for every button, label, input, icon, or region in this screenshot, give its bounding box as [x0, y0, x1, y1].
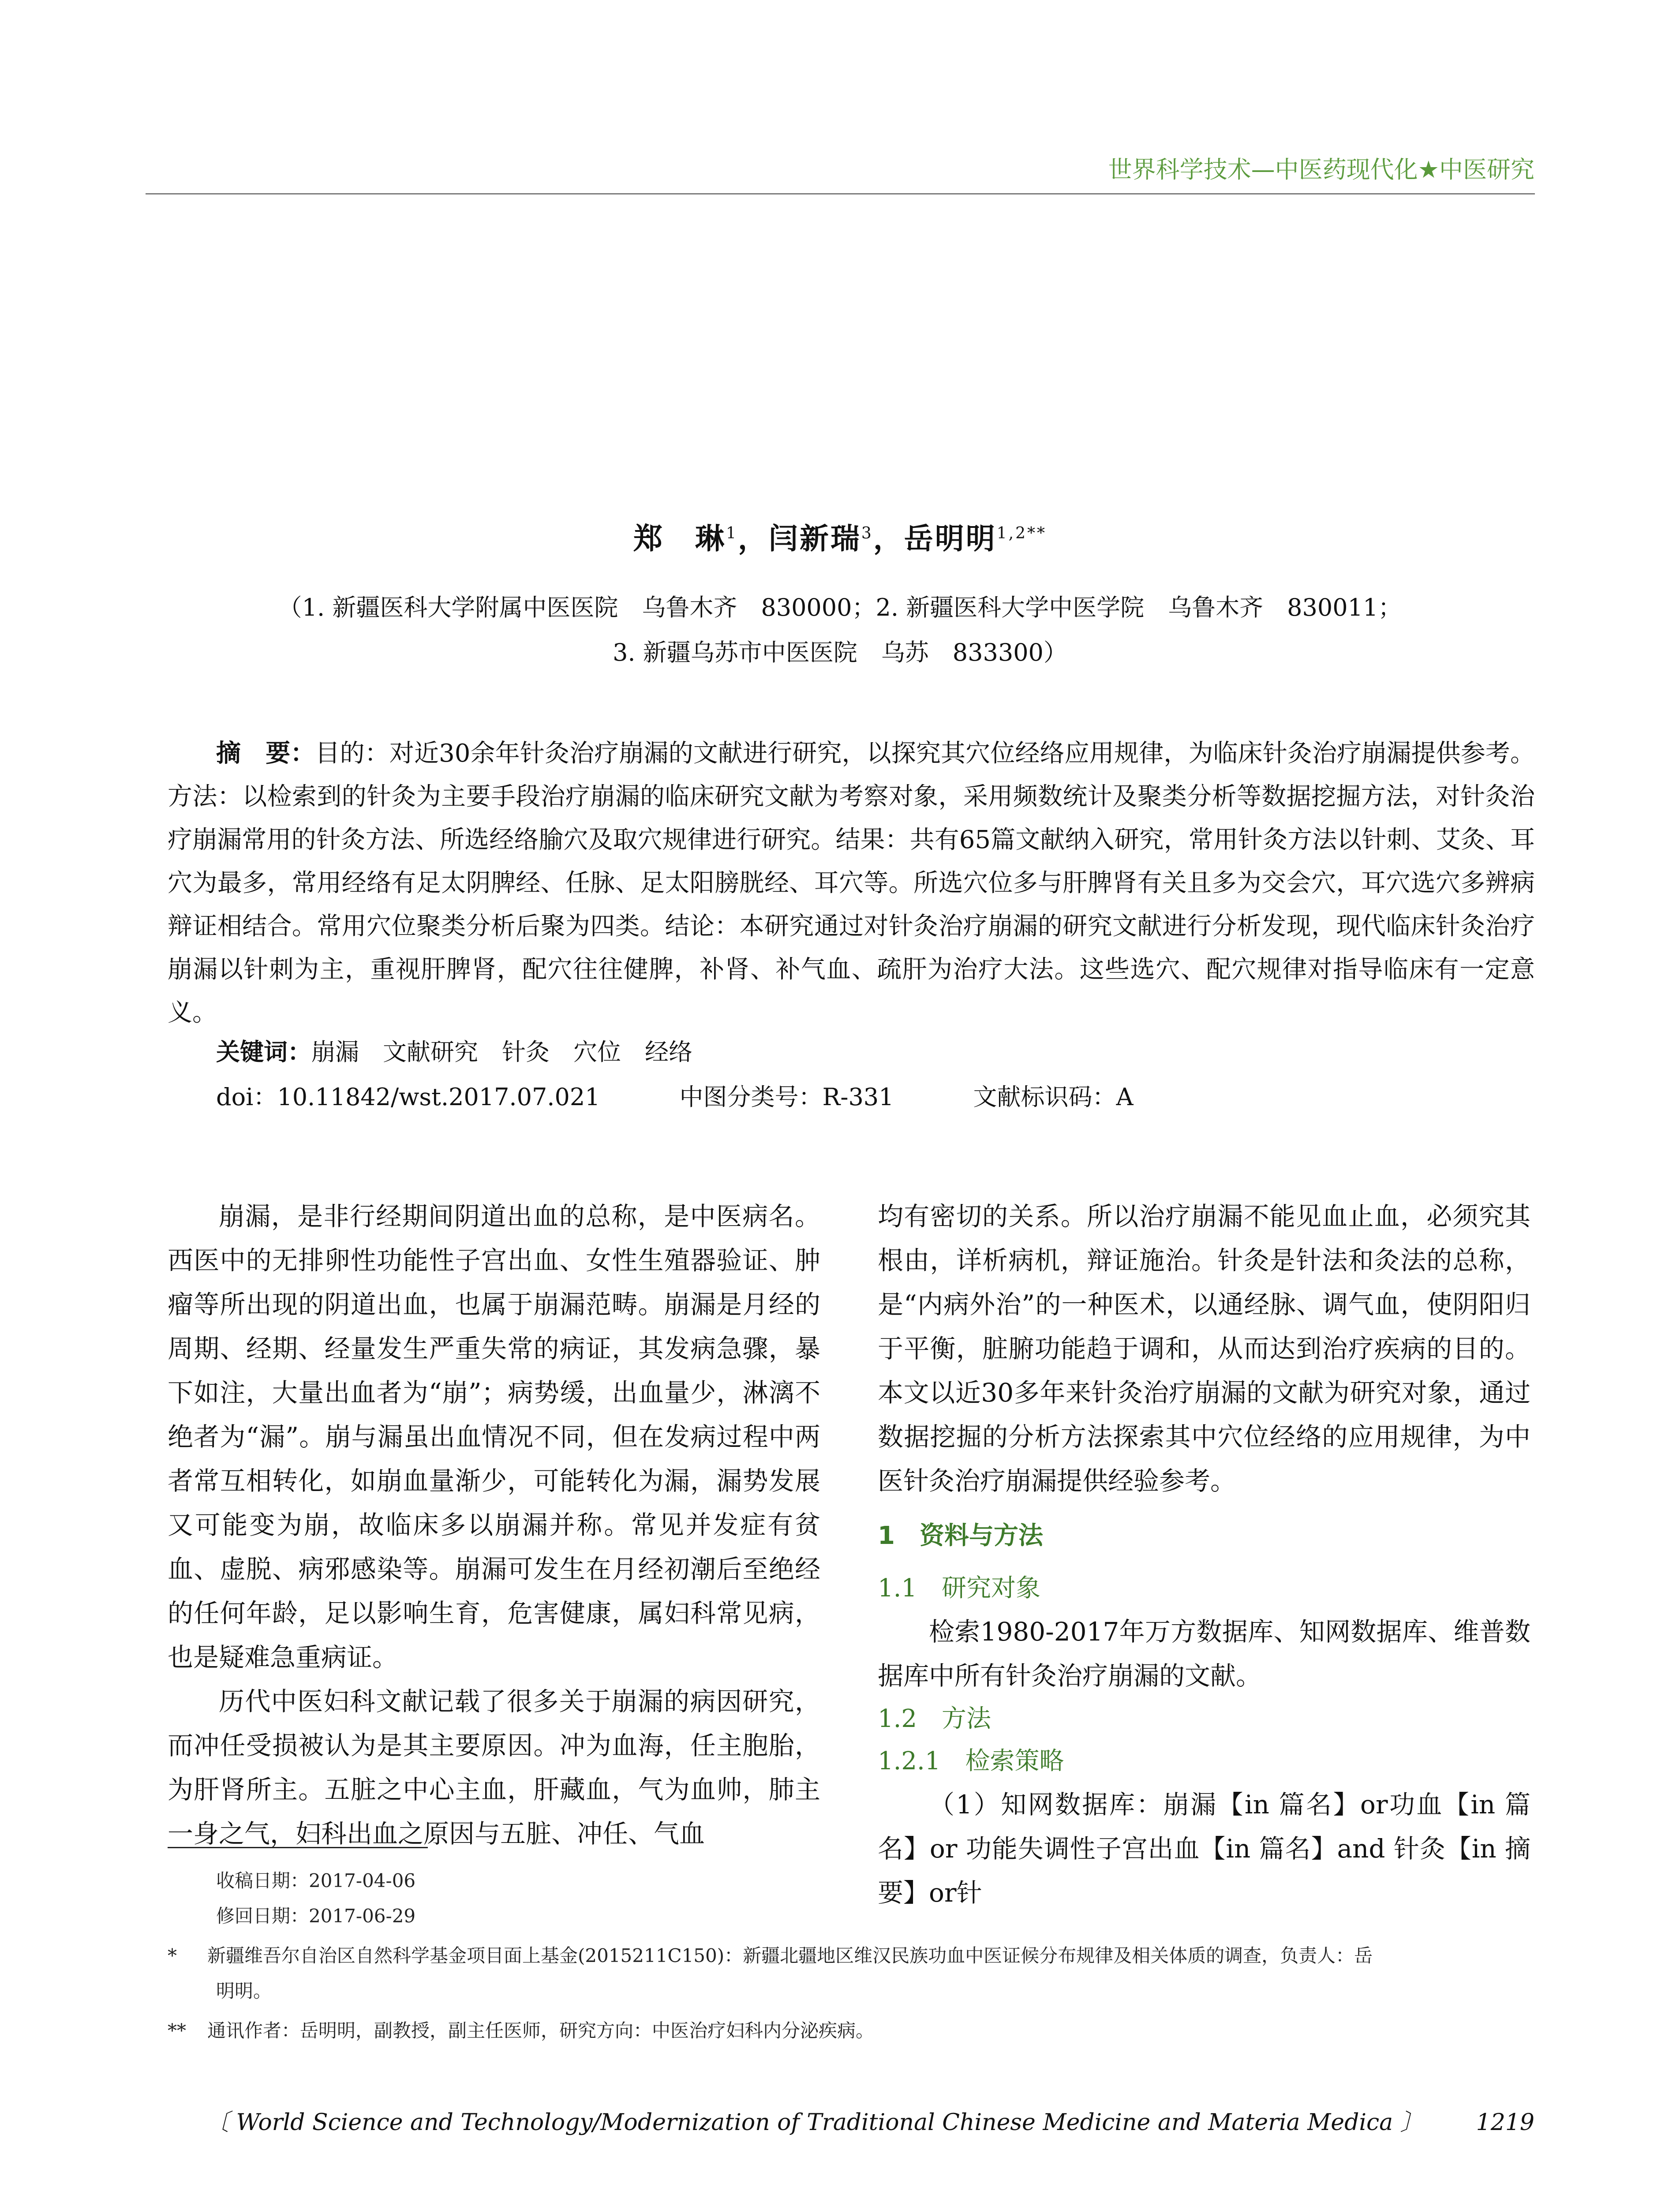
journal-footer — [206, 2104, 1534, 2137]
subsection-heading: 1.2 方法 — [878, 1704, 992, 1733]
author-separator: ， — [737, 521, 769, 556]
clc-number: 中图分类号：R-331 — [679, 1083, 894, 1111]
paragraph: 崩漏，是非行经期间阴道出血的总称，是中医病名。西医中的无排卵性功能性子宫出血、女性生殖器验证、肿瘤等所出现的阴道出血，也属于崩漏范畴。崩漏是月经的周期、经期、经量发生严重失常的病证，其发病急骤，暴下如注，大量出血者为“崩”；病势缓，出血量少，淋漓不绝者为“漏”。崩与漏虽出血情况不同，但在发病过程中两者常互相转化，如崩血量渐少，可能转化为漏，漏势发展又可能变为崩，故临床多以崩漏并称。常见并发症有贫血、虚脱、病邪感染等。崩漏可发生在月经初潮后至绝经的任何年龄，足以影响生育，危害健康，属妇科常见病，也是疑难急重病证。 — [168, 1201, 820, 1672]
author-list — [0, 515, 1680, 557]
running-head — [1108, 151, 1534, 185]
fund-text-continued: 明明。 — [216, 1980, 272, 2002]
page-number: 1219 — [1476, 2109, 1534, 2136]
affiliation-line-1: （1. 新疆医科大学附属中医医院 乌鲁木齐 830000；2. 新疆医科大学中医学院 乌鲁木齐 830011； — [278, 594, 1402, 621]
author-1-affil: 1 — [726, 524, 738, 542]
footnote-rule — [168, 1847, 428, 1848]
keywords-label: 关键词： — [216, 1038, 311, 1066]
subsubsection-heading: 1.2.1 检索策略 — [878, 1747, 1064, 1775]
footnote-received — [168, 1863, 1535, 1899]
body-column-left — [168, 1194, 820, 1856]
author-1: 郑 琳 — [633, 521, 726, 556]
paragraph: （1）知网数据库：崩漏【in 篇名】or功血【in 篇名】or 功能失调性子宫出血【in 篇名】and 针灸【in 摘要】or针 — [878, 1790, 1530, 1908]
paragraph: 均有密切的关系。所以治疗崩漏不能见血止血，必须究其根由，详析病机，辩证施治。针灸是针法和灸法的总称，是“内病外治”的一种医术，以通经脉、调气血，使阴阳归于平衡，脏腑功能趋于调和，从而达到治疗疾病的目的。本文以近30多年来针灸治疗崩漏的文献为研究对象，通过数据挖掘的分析方法探索其中穴位经络的应用规律，为中医针灸治疗崩漏提供经验参考。 — [878, 1201, 1530, 1496]
author-3: 岳明明 — [904, 521, 997, 556]
footnote-fund — [168, 1938, 1535, 2009]
corresponding-author: 通讯作者：岳明明，副教授，副主任医师，研究方向：中医治疗妇科内分泌疾病。 — [207, 2020, 875, 2041]
journal-footer-title: 〔 World Science and Technology/Modernization of Traditional Chinese Medicine and Materia Medica 〕 — [206, 2109, 1423, 2136]
journal-section: 中医研究 — [1439, 156, 1534, 183]
affiliation-line-2: 3. 新疆乌苏市中医医院 乌苏 833300） — [613, 639, 1067, 666]
keywords — [216, 1033, 692, 1067]
doi: doi：10.11842/wst.2017.07.021 — [216, 1083, 600, 1111]
received-date: 收稿日期：2017-04-06 — [216, 1870, 416, 1891]
header-rule — [146, 193, 1535, 194]
identifiers — [216, 1078, 1134, 1112]
journal-name: 世界科学技术—中医药现代化 — [1108, 156, 1418, 183]
section-heading: 1 资料与方法 — [878, 1521, 1043, 1550]
keywords-items: 崩漏 文献研究 针灸 穴位 经络 — [311, 1038, 692, 1066]
footnote-mark: * — [168, 1945, 177, 1966]
abstract-text: 目的：对近30余年针灸治疗崩漏的文献进行研究，以探究其穴位经络应用规律，为临床针灸治疗崩漏提供参考。方法：以检索到的针灸为主要手段治疗崩漏的临床研究文献为考察对象，采用频数统计及聚类分析等数据挖掘方法，对针灸治疗崩漏常用的针灸方法、所选经络腧穴及取穴规律进行研究。结果：共有65篇文献纳入研究，常用针灸方法以针刺、艾灸、耳穴为最多，常用经络有足太阴脾经、任脉、足太阳膀胱经、耳穴等。所选穴位多与肝脾肾有关且多为交会穴，耳穴选穴多辨病辩证相结合。常用穴位聚类分析后聚为四类。结论：本研究通过对针灸治疗崩漏的研究文献进行分析发现，现代临床针灸治疗崩漏以针刺为主，重视肝脾肾，配穴往往健脾，补肾、补气血、疏肝为治疗大法。这些选穴、配穴规律对指导临床有一定意义。 — [168, 739, 1535, 1027]
footnote-mark: ** — [168, 2020, 186, 2041]
star-icon: ★ — [1418, 156, 1439, 183]
author-2-affil: 3 — [861, 524, 873, 542]
footnote-corresponding — [168, 2013, 1535, 2048]
author-3-affil: 1,2** — [996, 524, 1047, 542]
author-2: 闫新瑞 — [768, 521, 861, 556]
footnote-revised — [168, 1899, 1535, 1934]
abstract-label: 摘 要： — [216, 739, 315, 768]
revised-date: 修回日期：2017-06-29 — [216, 1905, 416, 1927]
paragraph: 检索1980-2017年万方数据库、知网数据库、维普数据库中所有针灸治疗崩漏的文献。 — [878, 1617, 1530, 1691]
author-separator: ， — [873, 521, 904, 556]
document-code: 文献标识码：A — [973, 1083, 1134, 1111]
paragraph: 历代中医妇科文献记载了很多关于崩漏的病因研究，而冲任受损被认为是其主要原因。冲为血海，任主胞胎，为肝肾所主。五脏之中心主血，肝藏血，气为血帅，肺主一身之气，妇科出血之原因与五脏、冲任、气血 — [168, 1686, 820, 1849]
fund-text: 新疆维吾尔自治区自然科学基金项目面上基金(2015211C150)：新疆北疆地区维汉民族功血中医证候分布规律及相关体质的调查，负责人：岳 — [207, 1945, 1373, 1966]
abstract — [168, 732, 1535, 1035]
body-column-right — [878, 1194, 1530, 1915]
subsection-heading: 1.1 研究对象 — [878, 1574, 1041, 1603]
